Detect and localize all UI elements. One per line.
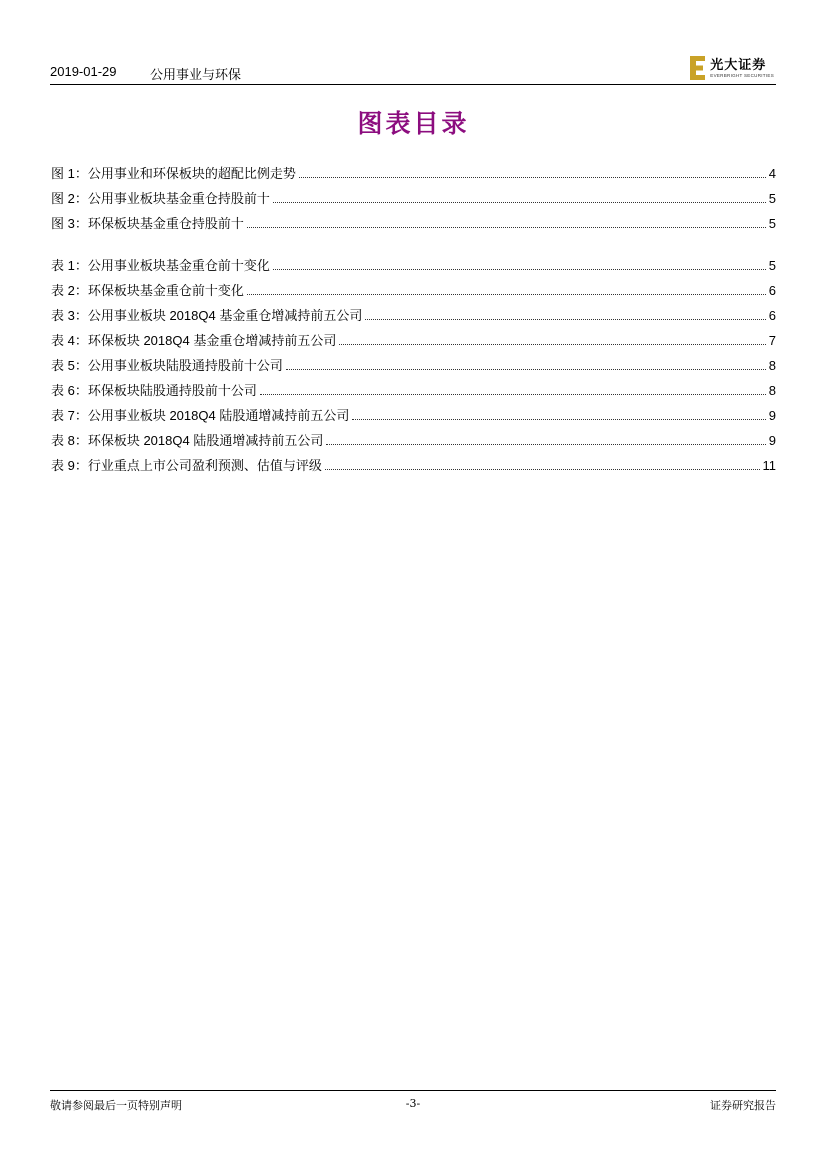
toc-leader-dots [299, 176, 766, 178]
toc-item-page: 8 [768, 358, 776, 373]
toc-leader-dots [352, 418, 765, 420]
toc-item-page: 9 [768, 433, 776, 448]
page-title: 图表目录 [357, 109, 470, 138]
toc-item-figure-1[interactable] [51, 164, 776, 189]
toc-leader-dots [325, 468, 760, 470]
toc-leader-dots [260, 393, 766, 395]
toc-item-table-4[interactable] [51, 331, 776, 356]
toc-item-table-3[interactable] [51, 306, 776, 331]
toc-item-label: 表 8：环保板块 2018Q4 陆股通增减持前五公司 [51, 433, 324, 448]
toc-item-page: 6 [768, 308, 776, 323]
toc-item-label: 表 7：公用事业板块 2018Q4 陆股通增减持前五公司 [51, 408, 350, 423]
toc-item-figure-2[interactable] [51, 189, 776, 214]
toc-leader-dots [273, 201, 766, 203]
toc-item-table-1[interactable] [51, 256, 776, 281]
toc-item-page: 5 [768, 216, 776, 231]
footer-report-type: 证券研究报告 [710, 1100, 776, 1112]
everbright-logo-icon [690, 56, 706, 80]
toc-item-label: 表 9：行业重点上市公司盈利预测、估值与评级 [51, 458, 322, 473]
toc-item-table-6[interactable] [51, 381, 776, 406]
toc-leader-dots [286, 368, 766, 370]
toc-item-label: 图 2：公用事业板块基金重仓持股前十 [51, 191, 270, 206]
logo-name-cn: 光大证券 [710, 57, 767, 73]
toc-item-table-8[interactable] [51, 431, 776, 456]
toc-item-page: 8 [768, 383, 776, 398]
everbright-logo [690, 54, 774, 82]
logo-name-en: EVERBRIGHT SECURITIES [710, 72, 774, 78]
toc-item-figure-3[interactable] [51, 214, 776, 239]
toc-item-label: 图 3：环保板块基金重仓持股前十 [51, 216, 244, 231]
toc-item-table-2[interactable] [51, 281, 776, 306]
toc-leader-dots [365, 318, 765, 320]
page-header [50, 57, 776, 85]
toc-item-page: 5 [768, 191, 776, 206]
toc-item-label: 表 6：环保板块陆股通持股前十公司 [51, 383, 257, 398]
report-sector: 公用事业与环保 [150, 67, 242, 82]
toc-leader-dots [247, 226, 766, 228]
toc-item-table-5[interactable] [51, 356, 776, 381]
toc-item-page: 11 [762, 458, 776, 473]
toc-item-label: 表 4：环保板块 2018Q4 基金重仓增减持前五公司 [51, 333, 337, 348]
toc-item-page: 5 [768, 258, 776, 273]
report-date: 2019-01-29 [50, 64, 117, 79]
toc-item-table-9[interactable] [51, 456, 776, 481]
footer-page-number: -3- [405, 1097, 421, 1110]
toc-item-label: 表 3：公用事业板块 2018Q4 基金重仓增减持前五公司 [51, 308, 363, 323]
toc-item-page: 6 [768, 283, 776, 298]
toc-leader-dots [247, 293, 766, 295]
page-footer [50, 1090, 776, 1121]
toc-leader-dots [273, 268, 766, 270]
toc-leader-dots [326, 443, 765, 445]
toc-item-page: 9 [768, 408, 776, 423]
toc-item-page: 7 [768, 333, 776, 348]
toc-item-label: 图 1：公用事业和环保板块的超配比例走势 [51, 166, 296, 181]
toc-list [51, 164, 776, 481]
toc-item-label: 表 5：公用事业板块陆股通持股前十公司 [51, 358, 283, 373]
toc-item-label: 表 1：公用事业板块基金重仓前十变化 [51, 258, 270, 273]
toc-item-label: 表 2：环保板块基金重仓前十变化 [51, 283, 244, 298]
toc-item-table-7[interactable] [51, 406, 776, 431]
footer-disclaimer: 敬请参阅最后一页特别声明 [50, 1100, 182, 1112]
toc-leader-dots [339, 343, 765, 345]
toc-item-page: 4 [768, 166, 776, 181]
